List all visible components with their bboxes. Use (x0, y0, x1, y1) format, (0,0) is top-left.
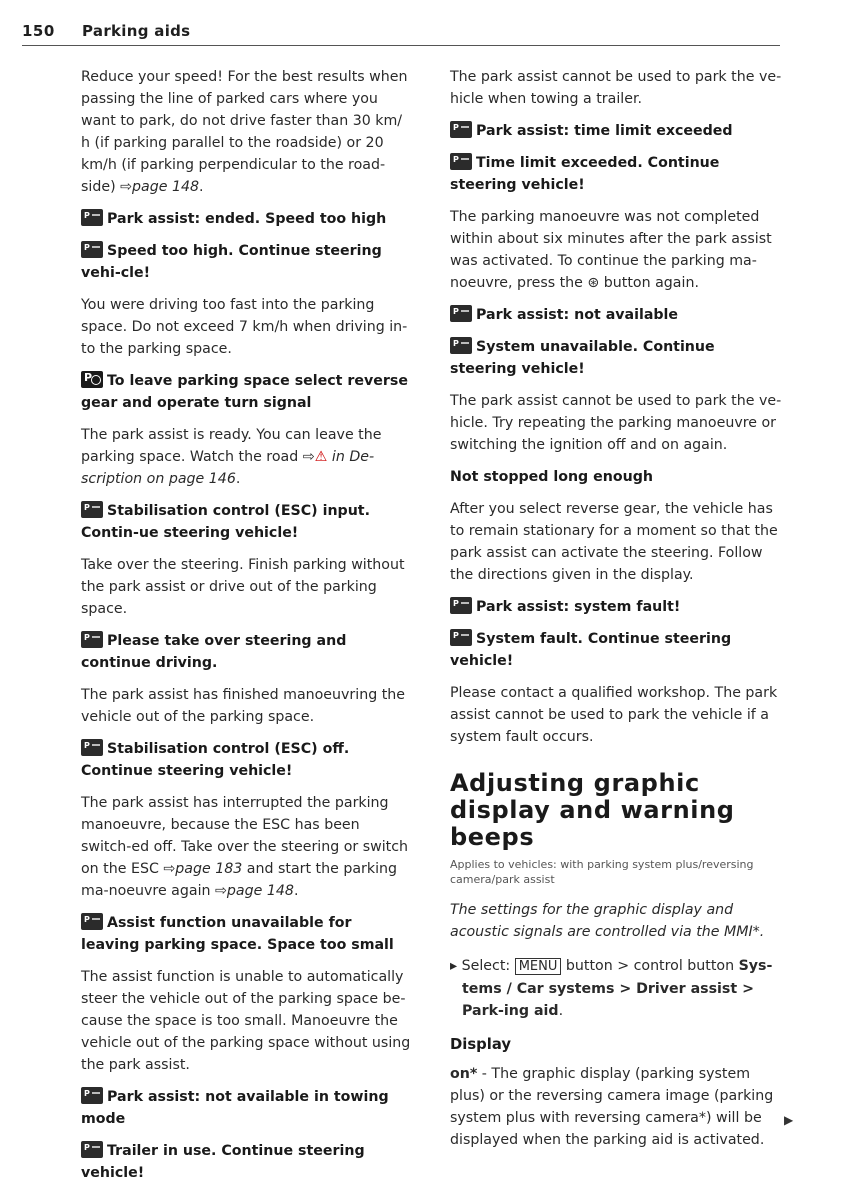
page-reference[interactable]: in De-scription on page 146 (81, 449, 375, 487)
display-message: PSystem fault. Continue steering vehicle! (450, 628, 785, 672)
display-message: PAssist function unavailable for leaving parking space. Space too small (81, 912, 413, 956)
arrow-icon: ⇨ (120, 179, 133, 195)
park-assist-off-icon (450, 121, 472, 138)
option-label: on* (450, 1066, 478, 1082)
park-assist-off-icon (450, 153, 472, 170)
park-assist-off-icon (81, 501, 103, 518)
paragraph: The parking manoeuvre was not completed within about six minutes after the park assist was activated. To continue the parking ma-noeuvre, press the ⊛ button again. (450, 209, 772, 291)
display-message: Not stopped long enough (450, 469, 653, 485)
page-reference[interactable]: page 148 (226, 883, 294, 899)
paragraph: After you select reverse gear, the vehicle has to remain stationary for a moment so that the park assist can activate the steering. Follow the directions given in the display. (450, 501, 778, 583)
paragraph: Please contact a qualified workshop. The park assist cannot be used to park the vehicle if a system fault occurs. (450, 685, 778, 745)
display-message: PSystem unavailable. Continue steering vehicle! (450, 336, 785, 380)
display-message: PTrailer in use. Continue steering vehicle! (81, 1140, 413, 1184)
paragraph: The park assist is ready. You can leave the parking space. Watch the road ⇨⚠ in De-scription on page 146. (81, 427, 382, 487)
applies-to-note: Applies to vehicles: with parking system plus/reversing camera/park assist (450, 858, 754, 886)
park-assist-off-icon (81, 1087, 103, 1104)
bullet-icon: ▸ (450, 958, 458, 974)
display-message: PPark assist: time limit exceeded (450, 120, 785, 142)
subheading: Display (450, 1036, 512, 1053)
paragraph: on* - The graphic display (parking system plus) or the reversing camera image (parking system plus with reversing camera*) will be displayed when the parking aid is activated. (450, 1066, 774, 1148)
park-assist-off-icon (81, 1141, 103, 1158)
arrow-icon: ⇨ (163, 861, 176, 877)
display-message: PStabilisation control (ESC) input. Contin-ue steering vehicle! (81, 500, 413, 544)
park-assist-off-icon (81, 739, 103, 756)
right-column (450, 66, 785, 1161)
section-title: Parking aids (82, 22, 191, 40)
display-message: PPark assist: ended. Speed too high (81, 208, 413, 230)
display-message: PTo leave parking space select reverse gear and operate turn signal (81, 370, 413, 414)
paragraph: Reduce your speed! For the best results when passing the line of parked cars where you want to park, do not drive faster than 30 km/ h (if parking parallel to the roadside) or 20 km/h (if parking perpendicular to the road-side) ⇨page 148. (81, 69, 408, 195)
paragraph: The park assist cannot be used to park the ve-hicle. Try repeating the parking manoeuvre or switching the ignition off and on again. (450, 393, 782, 453)
paragraph: The park assist cannot be used to park the ve-hicle when towing a trailer. (450, 69, 782, 107)
display-message: PPlease take over steering and continue driving. (81, 630, 413, 674)
park-assist-off-icon (81, 631, 103, 648)
display-message: PPark assist: not available (450, 304, 785, 326)
paragraph: Take over the steering. Finish parking without the park assist or drive out of the parking space. (81, 557, 405, 617)
menu-path: Sys-tems / Car systems > Driver assist > Park-ing aid (462, 958, 773, 1019)
intro-text: The settings for the graphic display and acoustic signals are controlled via the MMI*. (450, 902, 765, 940)
park-assist-off-icon (450, 629, 472, 646)
display-message: PPark assist: system fault! (450, 596, 785, 618)
display-message: PStabilisation control (ESC) off. Continue steering vehicle! (81, 738, 413, 782)
park-assist-off-icon (450, 305, 472, 322)
park-assist-off-icon (81, 241, 103, 258)
paragraph: The park assist has finished manoeuvring the vehicle out of the parking space. (81, 687, 405, 725)
section-heading: Adjusting graphic display and warning beeps (450, 769, 735, 851)
instruction-step: ▸ Select: MENU button > control button Sys-tems / Car systems > Driver assist > Park-ing aid. (450, 958, 773, 1019)
park-assist-ready-icon (81, 371, 103, 388)
continued-arrow-icon: ▶ (784, 1113, 794, 1127)
park-assist-off-icon (450, 597, 472, 614)
park-assist-off-icon (81, 913, 103, 930)
paragraph: The park assist has interrupted the parking manoeuvre, because the ESC has been switch-ed off. Take over the steering or switch on the ESC ⇨page 183 and start the parking ma-noeuvre again ⇨page 148. (81, 795, 409, 899)
display-message: PSpeed too high. Continue steering vehi-cle! (81, 240, 413, 284)
arrow-icon: ⇨ (215, 883, 227, 899)
park-assist-off-icon (81, 209, 103, 226)
page-reference[interactable]: page 148 (132, 179, 200, 195)
display-message: PTime limit exceeded. Continue steering vehicle! (450, 152, 785, 196)
warning-triangle-icon: ⚠ (314, 449, 328, 465)
park-assist-button-icon: ⊛ (587, 275, 600, 291)
arrow-icon: ⇨ (302, 449, 315, 465)
left-column (81, 66, 413, 1194)
page-header (22, 20, 780, 46)
display-message: PPark assist: not available in towing mode (81, 1086, 413, 1130)
paragraph: You were driving too fast into the parking space. Do not exceed 7 km/h when driving in-to the parking space. (81, 297, 408, 357)
park-assist-off-icon (450, 337, 472, 354)
paragraph: The assist function is unable to automatically steer the vehicle out of the parking space be-cause the space is too small. Manoeuvre the vehicle out of the parking space without using the park assist. (81, 969, 411, 1073)
page-reference[interactable]: page 183 (175, 861, 243, 877)
page-number: 150 (22, 22, 55, 40)
menu-key: MENU (515, 958, 562, 975)
